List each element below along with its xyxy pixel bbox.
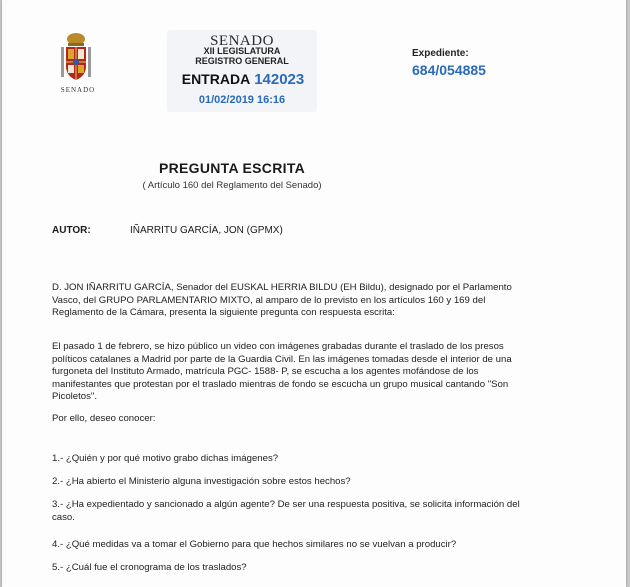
question-2: 2.- ¿Ha abierto el Ministerio alguna investigación sobre estos hechos? xyxy=(52,476,351,487)
seal-caption: SENADO xyxy=(60,86,96,94)
intro-paragraph: D. JON IÑARRITU GARCÍA, Senador del EUSKAL HERRIA BILDU (EH Bildu), designado por el Parlamento Vasco, del GRUPO PARLAMENTARIO MIXTO, al amparo de lo previsto en los artículos 160 y 169 del Reglamento de la Cámara, presenta la siguiente pregunta con respuesta escrita: xyxy=(52,282,512,319)
expediente-label: Expediente: xyxy=(412,48,469,59)
document-page xyxy=(2,0,626,587)
question-1: 1.- ¿Quién y por qué motivo grabo dichas imágenes? xyxy=(52,453,279,464)
request-line: Por ello, deseo conocer: xyxy=(52,413,156,424)
question-3: 3.- ¿Ha expedientado y sancionado a algún agente? De ser una respuesta positiva, se solicita información del caso. xyxy=(52,499,520,523)
document-title: PREGUNTA ESCRITA xyxy=(158,160,306,176)
autor-label: AUTOR: xyxy=(52,225,91,236)
document-subtitle: ( Artículo 160 del Reglamento del Senado) xyxy=(142,180,322,191)
stamp-title: SENADO xyxy=(210,33,274,49)
stamp-entrada-number: 142023 xyxy=(254,71,305,88)
context-paragraph: El pasado 1 de febrero, se hizo público un video con imágenes grabadas durante el traslado de los presos políticos catalanes a Madrid por parte de la Guardia Civil. En las imágenes tomadas desde el interior de una furgoneta del Instituto Armado, matrícula PGC- 1588- P, se escucha a los agentes mofándose de los manifestantes que protestan por el traslado mientras de fondo se escucha un grupo musical cantando "Son Picoletos". xyxy=(52,341,512,403)
stamp-entrada-label: ENTRADA xyxy=(181,71,251,87)
senado-coat-of-arms-icon xyxy=(58,32,94,86)
stamp-legislatura: XII LEGISLATURA xyxy=(203,46,281,56)
autor-value: IÑARRITU GARCÍA, JON (GPMX) xyxy=(130,225,283,236)
expediente-number: 684/054885 xyxy=(412,62,486,78)
stamp-entrada xyxy=(173,71,313,88)
stamp-registro: REGISTRO GENERAL xyxy=(195,56,289,66)
stamp-datetime: 01/02/2019 16:16 xyxy=(198,94,286,106)
question-4: 4.- ¿Qué medidas va a tomar el Gobierno para que hechos similares no se vuelvan a producir? xyxy=(52,539,457,550)
registry-stamp xyxy=(167,30,317,112)
question-5: 5.- ¿Cuál fue el cronograma de los traslados? xyxy=(52,562,247,573)
